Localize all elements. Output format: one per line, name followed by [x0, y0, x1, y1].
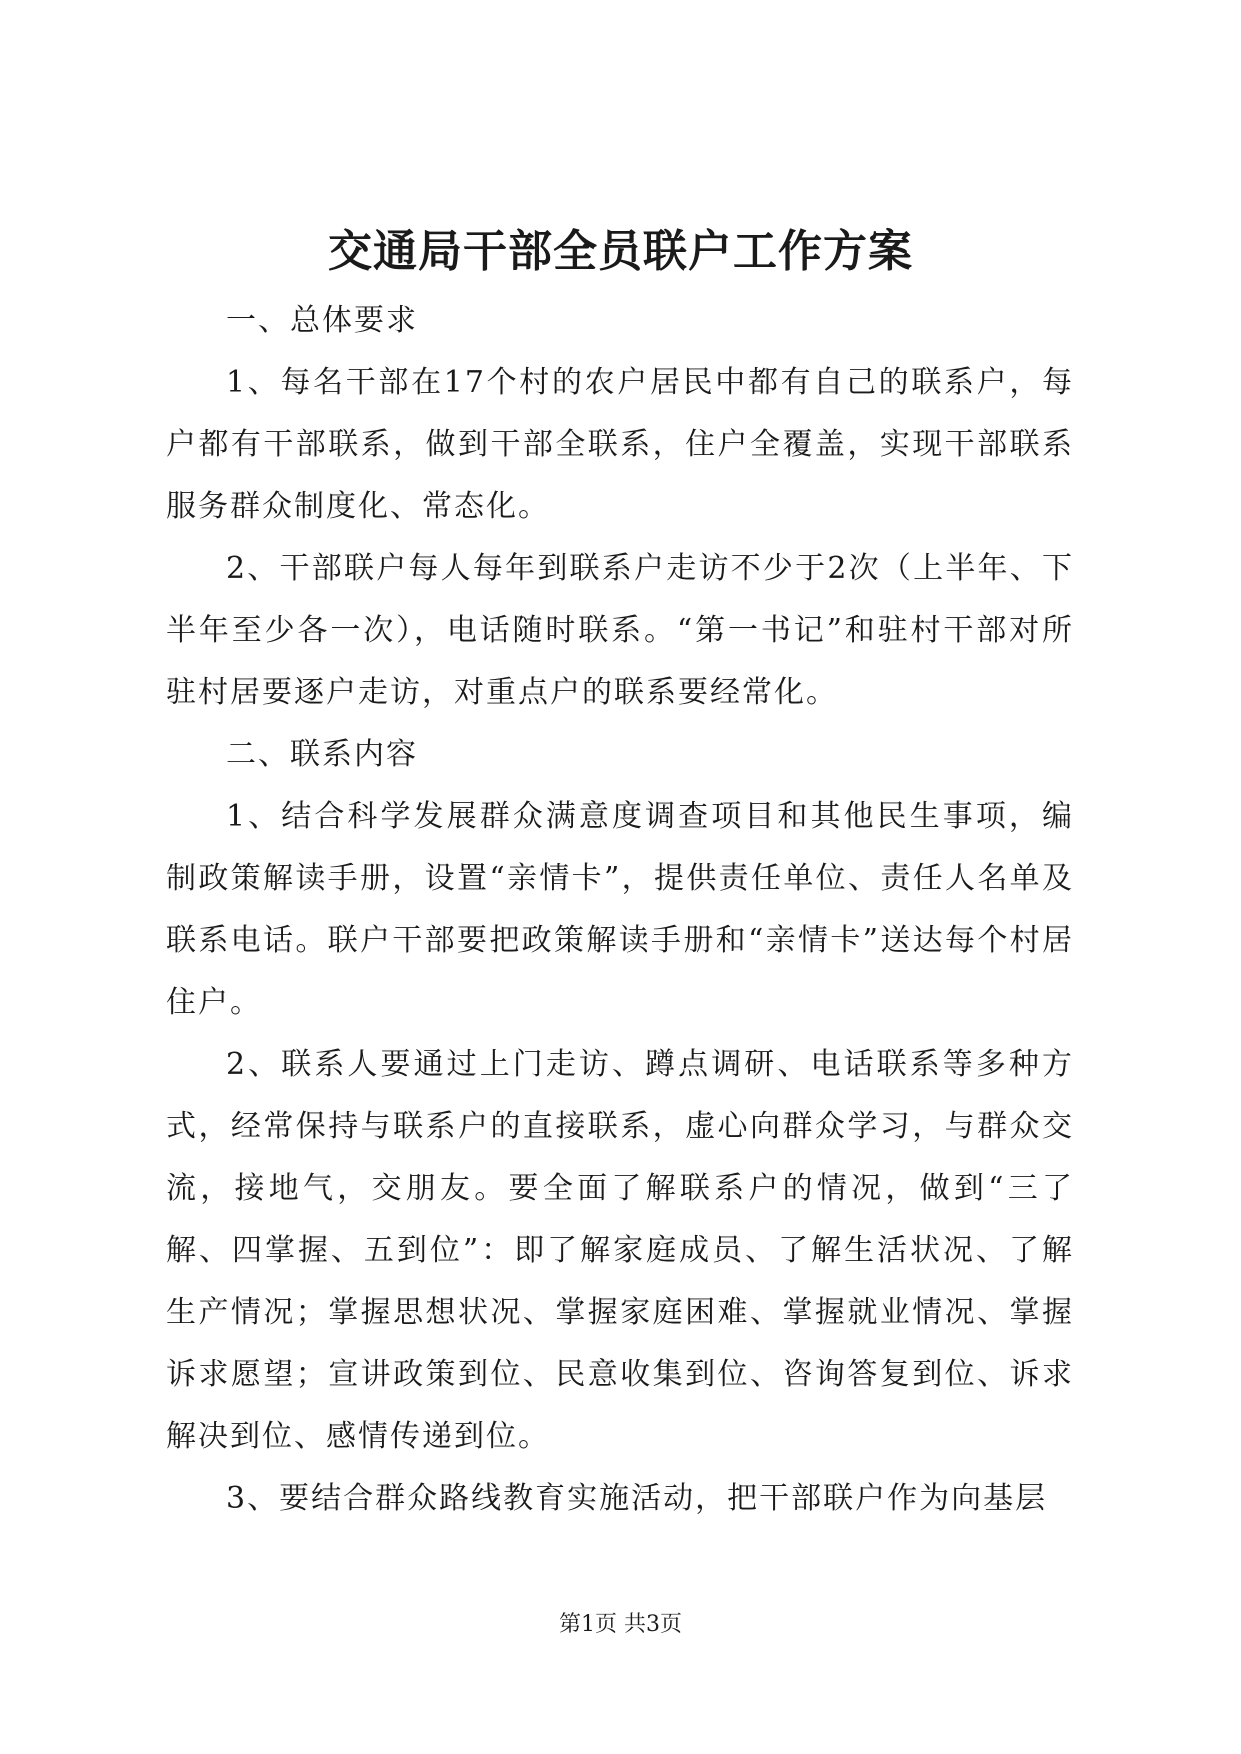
paragraph: 3、要结合群众路线教育实施活动，把干部联户作为向基层 [226, 1481, 1048, 1516]
section-heading-contact-content: 二、联系内容 [226, 737, 418, 772]
paragraph: 2、干部联户每人每年到联系户走访不少于2次（上半年、下半年至少各一次），电话随时联系。“第一书记”和驻村干部对所驻村居要逐户走访，对重点户的联系要经常化。 [166, 551, 1074, 710]
paragraph: 1、每名干部在17个村的农户居民中都有自己的联系户，每户都有干部联系，做到干部全联系，住户全覆盖，实现干部联系服务群众制度化、常态化。 [166, 365, 1074, 524]
document-title: 交通局干部全员联户工作方案 [328, 226, 913, 277]
document-body [166, 290, 1074, 1530]
paragraph: 2、联系人要通过上门走访、蹲点调研、电话联系等多种方式，经常保持与联系户的直接联系，虚心向群众学习，与群众交流，接地气，交朋友。要全面了解联系户的情况，做到“三了解、四掌握、五到位”：即了解家庭成员、了解生活状况、了解生产情况；掌握思想状况、掌握家庭困难、掌握就业情况、掌握诉求愿望；宣讲政策到位、民意收集到位、咨询答复到位、诉求解决到位、感情传递到位。 [166, 1047, 1074, 1454]
page-number-footer: 第1页 共3页 [559, 1612, 682, 1637]
section-heading-overall-requirements: 一、总体要求 [226, 303, 418, 338]
paragraph: 1、结合科学发展群众满意度调查项目和其他民生事项，编制政策解读手册，设置“亲情卡”，提供责任单位、责任人名单及联系电话。联户干部要把政策解读手册和“亲情卡”送达每个村居住户。 [166, 799, 1074, 1020]
